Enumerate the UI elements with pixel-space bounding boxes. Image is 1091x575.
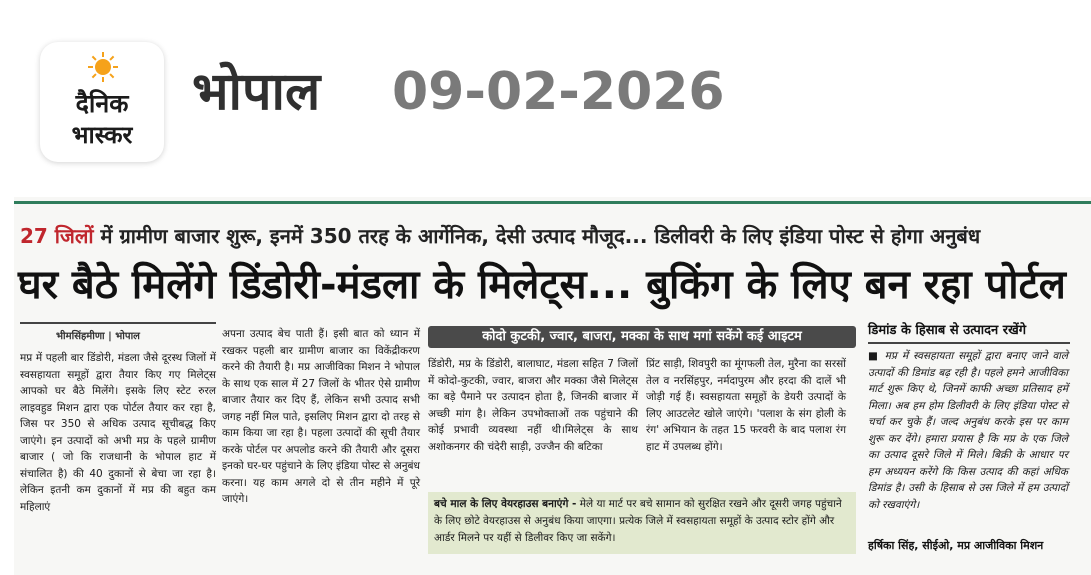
edition-date: 09-02-2026 (392, 62, 725, 122)
dainik-bhaskar-logo (40, 42, 164, 162)
right-column-heading: डिमांड के हिसाब से उत्पादन रखेंगे (868, 320, 1070, 344)
subhead-highlight: 27 जिलों (20, 224, 94, 248)
top-rule (14, 201, 1091, 204)
article-column-4: प्रिंट साड़ी, शिवपुरी का मूंगफली तेल, मुरैना का सरसों तेल व नरसिंहपुर, नर्मदापुरम और हरदा की दालें भी जोड़ी गई हैं। स्वसहायता समूहों के डेयरी उत्पादों के लिए आउटलेट खोले जाएंगे। 'पलाश के संग होली के रंग' अभियान के तहत 15 फरवरी के बाद पलाश रंग हाट में उपलब्ध होंगे। (646, 358, 846, 453)
article-column-2: अपना उत्पाद बेच पाती हैं। इसी बात को ध्यान में रखकर पहली बार ग्रामीण बाजार का विकेंद्रीकरण करने की तैयारी है। मप्र आजीविका मिशन ने भोपाल के साथ एक साल में 27 जिलों के भीतर ऐसे ग्रामीण बाजार तैयार कर दिए हैं, लेकिन सभी उत्पाद सभी जगह नहीं मिल पाते, इसलिए मिशन द्वारा दो तरह से काम किया जा रहा है। पहला उत्पादों की सूची तैयार करके पोर्टल पर अपलोड करने की तैयारी और दूसरा इनको घर-घर पहुंचाने के लिए इंडिया पोस्ट से अनुबंध करना। यह काम अगले दो से तीन महीने में पूरे जाएंगे। (222, 328, 420, 505)
warehouse-title: बचे माल के लिए वेयरहाउस बनाएंगे - (434, 498, 577, 510)
quote-signature: हर्षिका सिंह, सीईओ, मप्र आजीविका मिशन (868, 539, 1044, 552)
city-title: भोपाल (192, 62, 321, 122)
article-column-3: डिंडोरी, मप्र के डिंडोरी, बालाघाट, मंडला सहित 7 जिलों में कोदो-कुटकी, ज्वार, बाजरा और मक्का जैसे मिलेट्स का बड़े पैमाने पर उत्पादन होता है, जिनकी बाजार में अच्छी मांग है। लेकिन उपभोक्ताओं तक पहुंचाने की कोई प्रभावी व्यवस्था नहीं थी।मिलेट्स के साथ अशोकनगर की चंदेरी साड़ी, उज्जैन की बटिका (428, 358, 638, 453)
subhead-text: में ग्रामीण बाजार शुरू, इनमें 350 तरह के आर्गेनिक, देसी उत्पाद मौजूद... डिलीवरी के लिए इंडिया पोस्ट से होगा अनुबंध (93, 224, 981, 248)
sun-icon (88, 52, 118, 82)
article-column-1: मप्र में पहली बार डिंडोरी, मंडला जैसे दूरस्थ जिलों में स्वसहायता समूहों द्वारा तैयार किए गए मिलेट्स आपको घर बैठे मिलेंगे। इसके लिए स्टेट रुरल लाइवहुड मिशन द्वारा एक पोर्टल तैयार कर रहा है, जिस पर 350 से अधिक उत्पाद सूचीबद्ध किए जाएंगे। इन उत्पादों को अभी मप्र के पहले ग्रामीण बाजार ( जो कि राजधानी के भोपाल हाट में संचालित है) की 40 दुकानों से बेचा जा रहा है। लेकिन इतनी कम दुकानों में मप्र की बहुत कम महिलाएं (20, 352, 216, 513)
byline: भीमसिंहमीणा | भोपाल (56, 331, 140, 342)
logo-text-line2: भास्कर (71, 121, 133, 149)
warehouse-box (428, 492, 856, 554)
warehouse-text: मेले या मार्ट पर बचे सामान को सुरक्षित रखने और दूसरी जगह पहुंचाने के लिए छोटे वेयरहाउस से अनुबंध किया जाएगा। प्रत्येक जिले में स्वसहायता समूहों के उत्पाद स्टोर होंगे और आर्डर मिलने पर यहीं से डिलीवर किए जा सकेंगे। (434, 498, 842, 544)
quote-column: ■ मप्र में स्वसहायता समूहों द्वारा बनाए जाने वाले उत्पादों की डिमांड बढ़ रही है। पहले हमने आजीविका मार्ट शुरू किए थे, जिनमें काफी अच्छा प्रतिसाद हमें मिला। अब हम होम डिलीवरी के लिए इंडिया पोस्ट से चर्चा कर चुके हैं। जल्द अनुबंध करके इस पर काम शुरू कर देंगे। हमारा प्रयास है कि मप्र के एक जिले का उत्पाद दूसरे जिले में मिले। बिक्री के आधार पर हम अध्ययन करेंगे कि किस उत्पाद की कहां अधिक डिमांड है। उसी के हिसाब से उस जिले में हम उत्पादों को रखवाएंगे। (868, 350, 1068, 511)
section-pill-heading: कोदो कुटकी, ज्वार, बाजरा, मक्का के साथ मगां सकेंगे कई आइटम (428, 326, 856, 348)
article-headline: घर बैठे मिलेंगे डिंडोरी-मंडला के मिलेट्स... बुकिंग के लिए बन रहा पोर्टल (18, 262, 1066, 308)
logo-text-line1: दैनिक (75, 89, 129, 118)
article-subheadline (20, 222, 980, 249)
